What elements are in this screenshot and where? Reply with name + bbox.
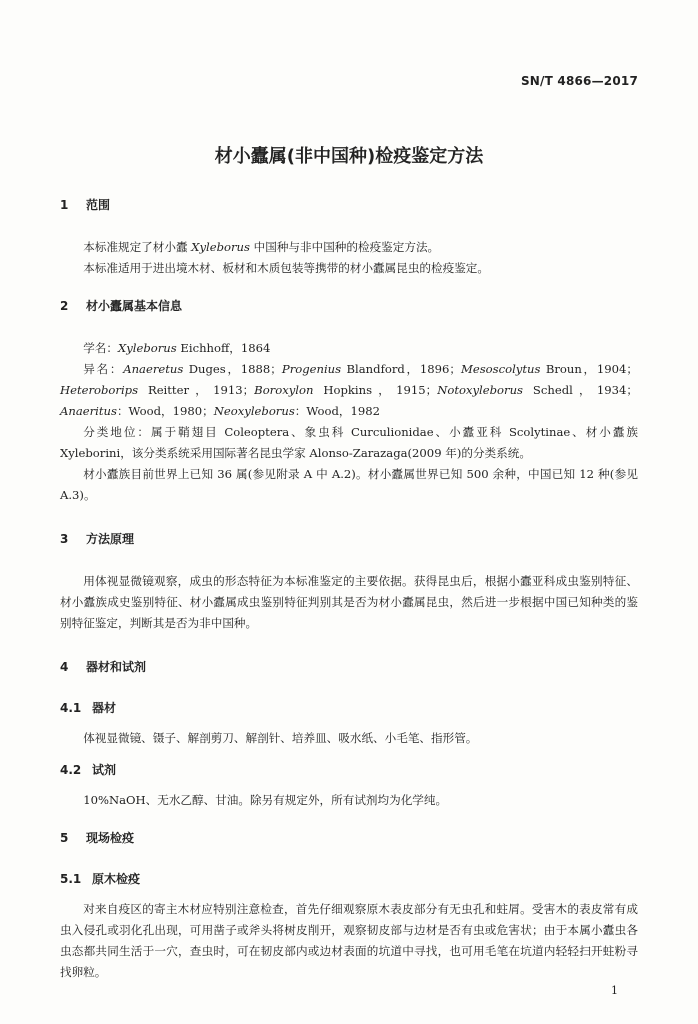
subsection-number: 4.2 [60,763,82,777]
section-title: 材小蠹属基本信息 [86,299,183,313]
section-title: 方法原理 [86,532,135,546]
standard-number: SN/T 4866—2017 [520,74,638,88]
subsection-number: 5.1 [60,872,82,886]
section-number: 1 [60,198,69,212]
subsection-title: 试剂 [92,763,117,777]
page-number: 1 [611,984,618,997]
section-number: 4 [60,660,69,674]
section-3-heading [60,530,638,547]
scope-paragraph-1: 本标准规定了材小蠹 Xyleborus 中国种与非中国种的检疫鉴定方法。 [83,240,440,254]
synonyms-paragraph: 异名：Anaeretus Duges，1888；Progenius Blandford，1896；Mesoscolytus Broun，1904；Heteroborips Reitter，1913；Boroxylon Hopkins，1915；Notoxyleborus Schedl，1934；Anaeritus：Wood，1980；Neoxyleborus：Wood，1982 [60,362,638,418]
section-number: 3 [60,532,69,546]
subsection-title: 器材 [92,701,117,715]
document-title: 材小蠹属(非中国种)检疫鉴定方法 [214,146,484,167]
subsection-4-2-heading [60,761,638,778]
reagents-paragraph: 10%NaOH、无水乙醇、甘油。除另有规定外，所有试剂均为化学纯。 [83,793,448,807]
section-number: 5 [60,831,69,845]
log-inspection-paragraph: 对来自疫区的寄主木材应特别注意检查，首先仔细观察原木表皮部分有无虫孔和蛀屑。受害木的表皮常有成虫入侵孔或羽化孔出现，可用凿子或斧头将树皮削开，观察韧皮部与边材是否有虫或危害状；由于本属小蠹虫各虫态都共同生活于一穴，查虫时，可在韧皮部内或边材表面的坑道中寻找，也可用毛笔在坑道内轻轻扫开蛀粉寻找卵粒。 [60,902,638,979]
section-5-heading [60,829,638,846]
scientific-name-paragraph: 学名：Xyleborus Eichhoff，1864 [83,341,271,355]
section-2-heading [60,297,638,314]
subsection-5-1-heading [60,870,638,887]
document-body [60,196,638,983]
subsection-4-1-heading [60,699,638,716]
genus-count-paragraph: 材小蠹族目前世界上已知 36 属(参见附录 A 中 A.2)。材小蠹属世界已知 500 余种，中国已知 12 种(参见 A.3)。 [60,467,638,502]
section-4-heading [60,658,638,675]
subsection-number: 4.1 [60,701,82,715]
section-title: 现场检疫 [86,831,135,845]
section-title: 范围 [86,198,111,212]
classification-paragraph: 分类地位：属于鞘翅目 Coleoptera、象虫科 Curculionidae、小蠹亚科 Scolytinae、材小蠹族 Xyleborini，该分类系统采用国际著名昆虫学家 Alonso-Zarazaga(2009 年)的分类系统。 [60,425,638,460]
section-1-heading [60,196,638,213]
equipment-paragraph: 体视显微镜、镊子、解剖剪刀、解剖针、培养皿、吸水纸、小毛笔、指形管。 [83,731,478,745]
subsection-title: 原木检疫 [92,872,141,886]
section-number: 2 [60,299,69,313]
scope-paragraph-2: 本标准适用于进出境木材、板材和木质包装等携带的材小蠹属昆虫的检疫鉴定。 [83,261,489,275]
method-principle-paragraph: 用体视显微镜观察，成虫的形态特征为本标准鉴定的主要依据。获得昆虫后，根据小蠹亚科成虫鉴别特征、材小蠹族成史鉴别特征、材小蠹属成虫鉴别特征判别其是否为材小蠹属昆虫，然后进一步根据中国已知种类的鉴别特征鉴定，判断其是否为非中国种。 [60,574,638,630]
section-title: 器材和试剂 [86,660,147,674]
